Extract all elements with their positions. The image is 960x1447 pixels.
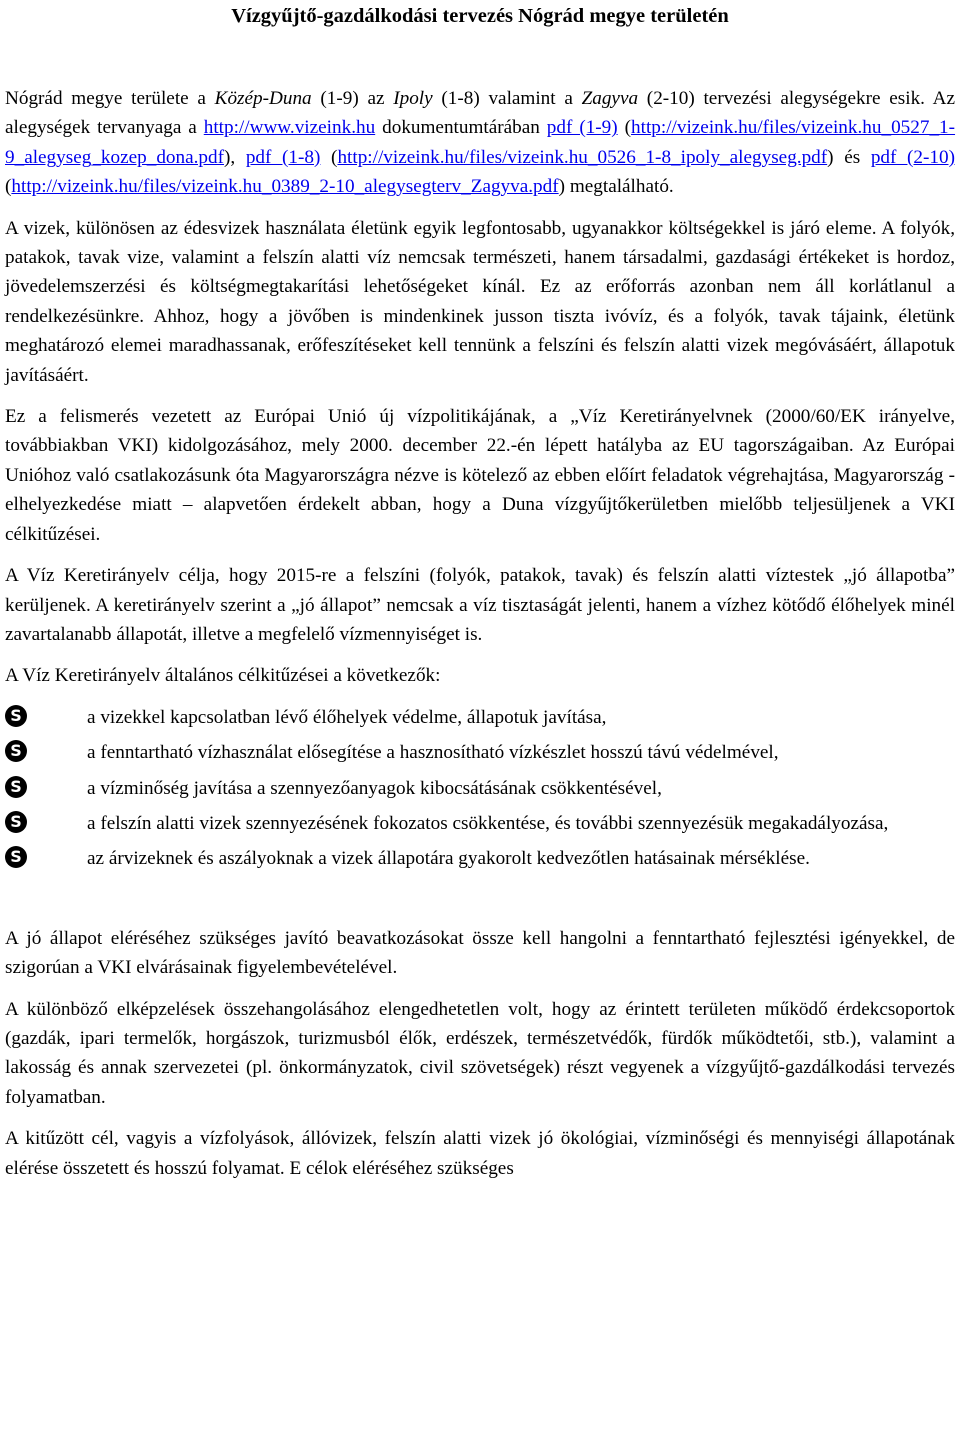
intro-text: Nógrád megye területe a — [5, 88, 215, 109]
intro-text: ) és — [827, 146, 871, 168]
pdf-1-8-url-link[interactable]: http://vizeink.hu/files/vizeink.hu_0526_1-8_ipoly_alegyseg.pdf — [337, 146, 828, 168]
pdf-2-10-url-link[interactable]: http://vizeink.hu/files/vizeink.hu_0389_2-10_alegysegterv_Zagyva.pdf — [11, 176, 559, 198]
bullet-icon: S — [5, 846, 27, 868]
goal-text: az árvizeknek és aszályoknak a vizek állapotára gyakorolt kedvezőtlen hatásainak mérséklése. — [87, 848, 810, 870]
paragraph-good-status: A jó állapot eléréséhez szükséges javító beavatkozásokat össze kell hangolni a fenntartható fejlesztési igényekkel, de szigorúan a VKI elvárásainak figyelembevételével. — [5, 927, 955, 979]
document-page — [5, 0, 955, 1195]
region-kozep-duna: Közép-Duna — [214, 88, 312, 109]
intro-text: ( — [617, 117, 632, 139]
list-item — [5, 738, 955, 767]
paragraph-goals-intro: A Víz Keretirányelv általános célkitűzései a következők: — [5, 665, 441, 687]
paragraph-water-use: A vizek, különösen az édesvizek használata életünk egyik legfontosabb, ugyanakkor költségekkel is járó eleme. A folyók, patakok, tavak vize, valamint a felszín alatti víz nemcsak természeti, hanem társadalmi, gazdasági értékeket is hordoz, jövedelemszerzési és költségmegtakarítási lehetőségeket kínál. Ez az erőforrás azonban nem áll korlátlanul a rendelkezésünkre. Ahhoz, hogy a jövőben is mindenkinek jusson tiszta ivóvíz, és a folyók, tavak tájaink, életünk meghatározó elemei maradhassanak, erőfeszítéseket kell tennünk a felszíni és felszín alatti vizek megóvásáért, állapotuk javításáért. — [5, 217, 955, 386]
pdf-2-10-link[interactable]: pdf (2-10) — [870, 146, 955, 168]
bullet-icon: S — [5, 740, 27, 762]
region-ipoly: Ipoly — [393, 88, 433, 109]
intro-text: ) megtalálható. — [558, 176, 674, 198]
list-item — [5, 809, 955, 838]
paragraph-vki-goal: A Víz Keretirányelv célja, hogy 2015-re a felszíni (folyók, patakok, tavak) és felszín alatti víztestek „jó állapotba” kerüljenek. A keretirányelv szerint a „jó állapot” nemcsak a víz tisztaságát jelenti, hanem a vízhez kötődő élőhelyek minél zavartalanabb állapotát, illetve a megfelelő vízmennyiséget is. — [5, 565, 955, 645]
intro-paragraph — [5, 84, 955, 202]
paragraph-vki-origin: Ez a felismerés vezetett az Európai Unió új vízpolitikájának, a „Víz Keretirányelvnek (2000/60/EK irányelve, továbbiakban VKI) kidolgozásához, mely 2000. december 22.-én lépett hatályba az EU tagországaiban. Az Európai Unióhoz való csatlakozásunk óta Magyarországra nézve is kötelező az ebben előírt feladatok végrehajtása, Magyarország - elhelyezkedése miatt – alapvetően érdekelt abban, hogy a Duna vízgyűjtőkerületben mielőbb teljesüljenek a VKI célkitűzései. — [5, 406, 955, 545]
paragraph-long-process: A kitűzött cél, vagyis a vízfolyások, állóvizek, felszín alatti vizek jó ökológiai, vízminőségi és mennyiségi állapotának elérése összetett és hosszú folyamat. E célok eléréséhez szükséges — [5, 1128, 955, 1179]
intro-text: (2-10) tervezési alegységekre esik. Az alegységek tervanyaga a — [5, 88, 956, 139]
pdf-1-8-link[interactable]: pdf (1-8) — [245, 146, 321, 168]
intro-text: (1-9) az — [311, 88, 394, 109]
intro-text: dokumentumtárában — [375, 117, 547, 139]
list-item — [5, 844, 955, 873]
vizeink-home-link[interactable]: http://www.vizeink.hu — [203, 117, 376, 139]
list-item — [5, 703, 955, 732]
goals-list — [5, 703, 955, 874]
list-item — [5, 774, 955, 803]
goal-text: a vizekkel kapcsolatban lévő élőhelyek védelme, állapotuk javítása, — [87, 706, 607, 728]
intro-text: ), — [224, 146, 246, 168]
bullet-icon: S — [5, 776, 27, 798]
page-title: Vízgyűjtő-gazdálkodási tervezés Nógrád megye területén — [231, 5, 729, 27]
intro-text: (1-8) valamint a — [432, 88, 582, 109]
paragraph-stakeholders: A különböző elképzelések összehangolásához elengedhetetlen volt, hogy az érintett területen működő érdekcsoportok (gazdák, ipari termelők, horgászok, turizmusból élők, erdészek, természetvédők, fürdők működtetői, stb.), valamint a lakosság és annak szervezetei (pl. önkormányzatok, civil szövetségek) részt vegyenek a vízgyűjtő-gazdálkodási tervezés folyamatban. — [5, 998, 955, 1108]
bullet-icon: S — [5, 705, 27, 727]
intro-text: ( — [320, 146, 338, 168]
pdf-1-9-link[interactable]: pdf (1-9) — [546, 117, 618, 139]
bullet-icon: S — [5, 811, 27, 833]
region-zagyva: Zagyva — [581, 88, 639, 109]
goal-text: a vízminőség javítása a szennyezőanyagok kibocsátásának csökkentésével, — [87, 777, 662, 799]
goal-text: a fenntartható vízhasználat elősegítése a hasznosítható vízkészlet hosszú távú védelmével, — [87, 742, 779, 764]
intro-text: ( — [5, 176, 12, 198]
goal-text: a felszín alatti vizek szennyezésének fokozatos csökkentése, és további szennyezésük megakadályozása, — [87, 812, 889, 834]
pdf-1-9-url-link[interactable]: http://vizeink.hu/files/vizeink.hu_0527_1-9_alegyseg_kozep_dona.pdf — [5, 117, 956, 168]
